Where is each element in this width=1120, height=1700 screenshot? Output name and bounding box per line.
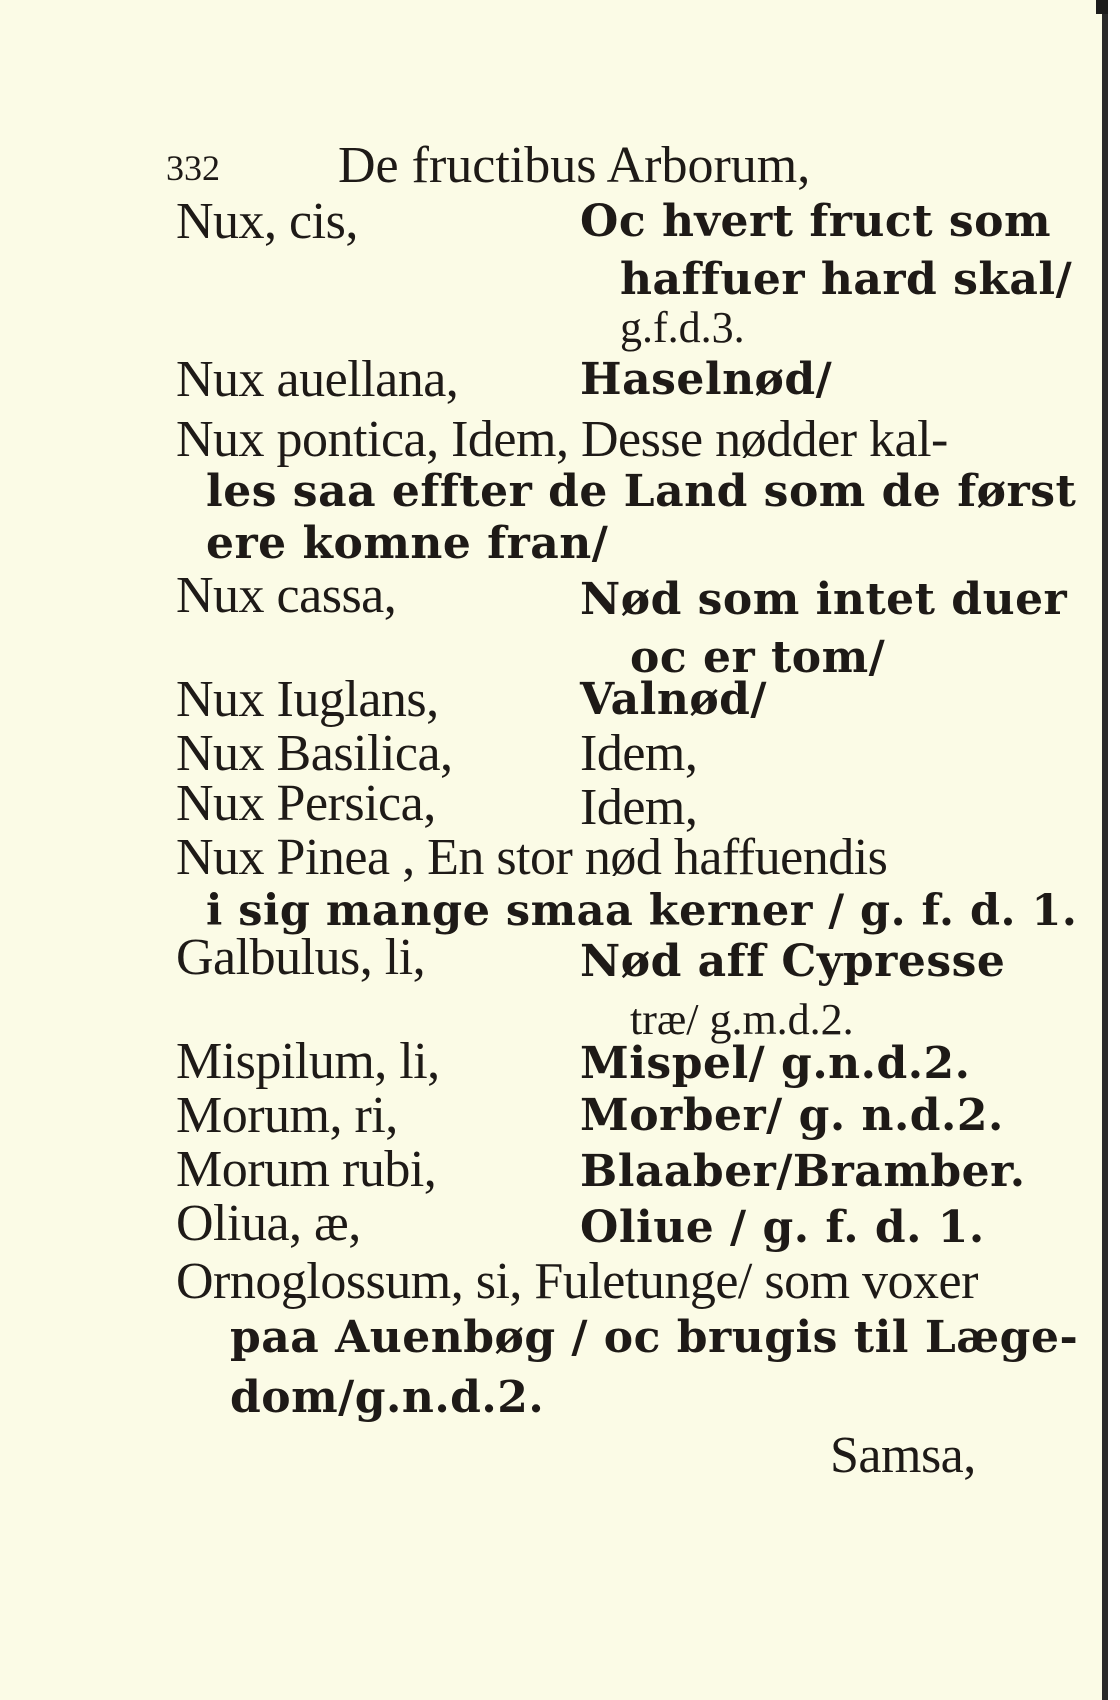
page-edge-shadow <box>1102 0 1108 1700</box>
latin-term: Nux Basilica, <box>176 725 453 782</box>
danish-gloss: Valnød/ <box>580 674 767 725</box>
latin-term: Nux cassa, <box>176 567 397 624</box>
latin-term: Galbulus, li, <box>176 929 426 986</box>
danish-gloss: ere komne fran/ <box>206 518 609 569</box>
running-title: De fructibus Arborum, <box>338 137 811 194</box>
danish-gloss: i sig mange smaa kerner / g. f. d. 1. <box>206 886 1078 936</box>
danish-gloss: paa Auenbøg / oc brugis til Læge- <box>230 1312 1079 1363</box>
latin-term: Nux, cis, <box>176 193 358 250</box>
latin-term: Nux pontica, Idem, Desse nødder kal- <box>176 411 948 468</box>
latin-term: Oliua, æ, <box>176 1195 361 1252</box>
latin-term: Morum, ri, <box>176 1087 398 1144</box>
danish-gloss: Idem, <box>580 779 698 836</box>
danish-gloss: oc er tom/ <box>630 632 886 683</box>
page-corner-mark <box>1096 0 1108 14</box>
danish-gloss: Mispel/ g.n.d.2. <box>580 1038 971 1089</box>
danish-gloss: dom/g.n.d.2. <box>230 1372 545 1423</box>
latin-term: Nux auellana, <box>176 351 459 408</box>
danish-gloss: Nød aff Cypresse <box>580 936 1006 987</box>
danish-gloss: Haselnød/ <box>580 354 833 405</box>
grammar-note: g.f.d.3. <box>620 303 745 352</box>
catchword: Samsa, <box>830 1427 976 1484</box>
latin-term: Nux Pinea , En stor nød haffuendis <box>176 829 888 886</box>
danish-gloss: Blaaber/Bramber. <box>580 1146 1026 1197</box>
danish-gloss: haffuer hard skal/ <box>620 254 1073 305</box>
danish-gloss: Oc hvert fruct som <box>580 196 1052 247</box>
danish-gloss: Idem, <box>580 725 698 782</box>
danish-gloss: Nød som intet duer <box>580 574 1068 625</box>
danish-gloss: Morber/ g. n.d.2. <box>580 1090 1004 1141</box>
danish-gloss: Oliue / g. f. d. 1. <box>580 1202 985 1253</box>
latin-term: Nux Persica, <box>176 775 436 832</box>
latin-term: Mispilum, li, <box>176 1033 440 1090</box>
latin-term: Nux Iuglans, <box>176 671 439 728</box>
danish-gloss: les saa effter de Land som de først <box>206 466 1077 517</box>
latin-term: Morum rubi, <box>176 1141 437 1198</box>
grammar-note: træ/ g.m.d.2. <box>630 995 854 1044</box>
page-number: 332 <box>166 148 220 188</box>
latin-term: Ornoglossum, si, Fuletunge/ som voxer <box>176 1253 978 1310</box>
